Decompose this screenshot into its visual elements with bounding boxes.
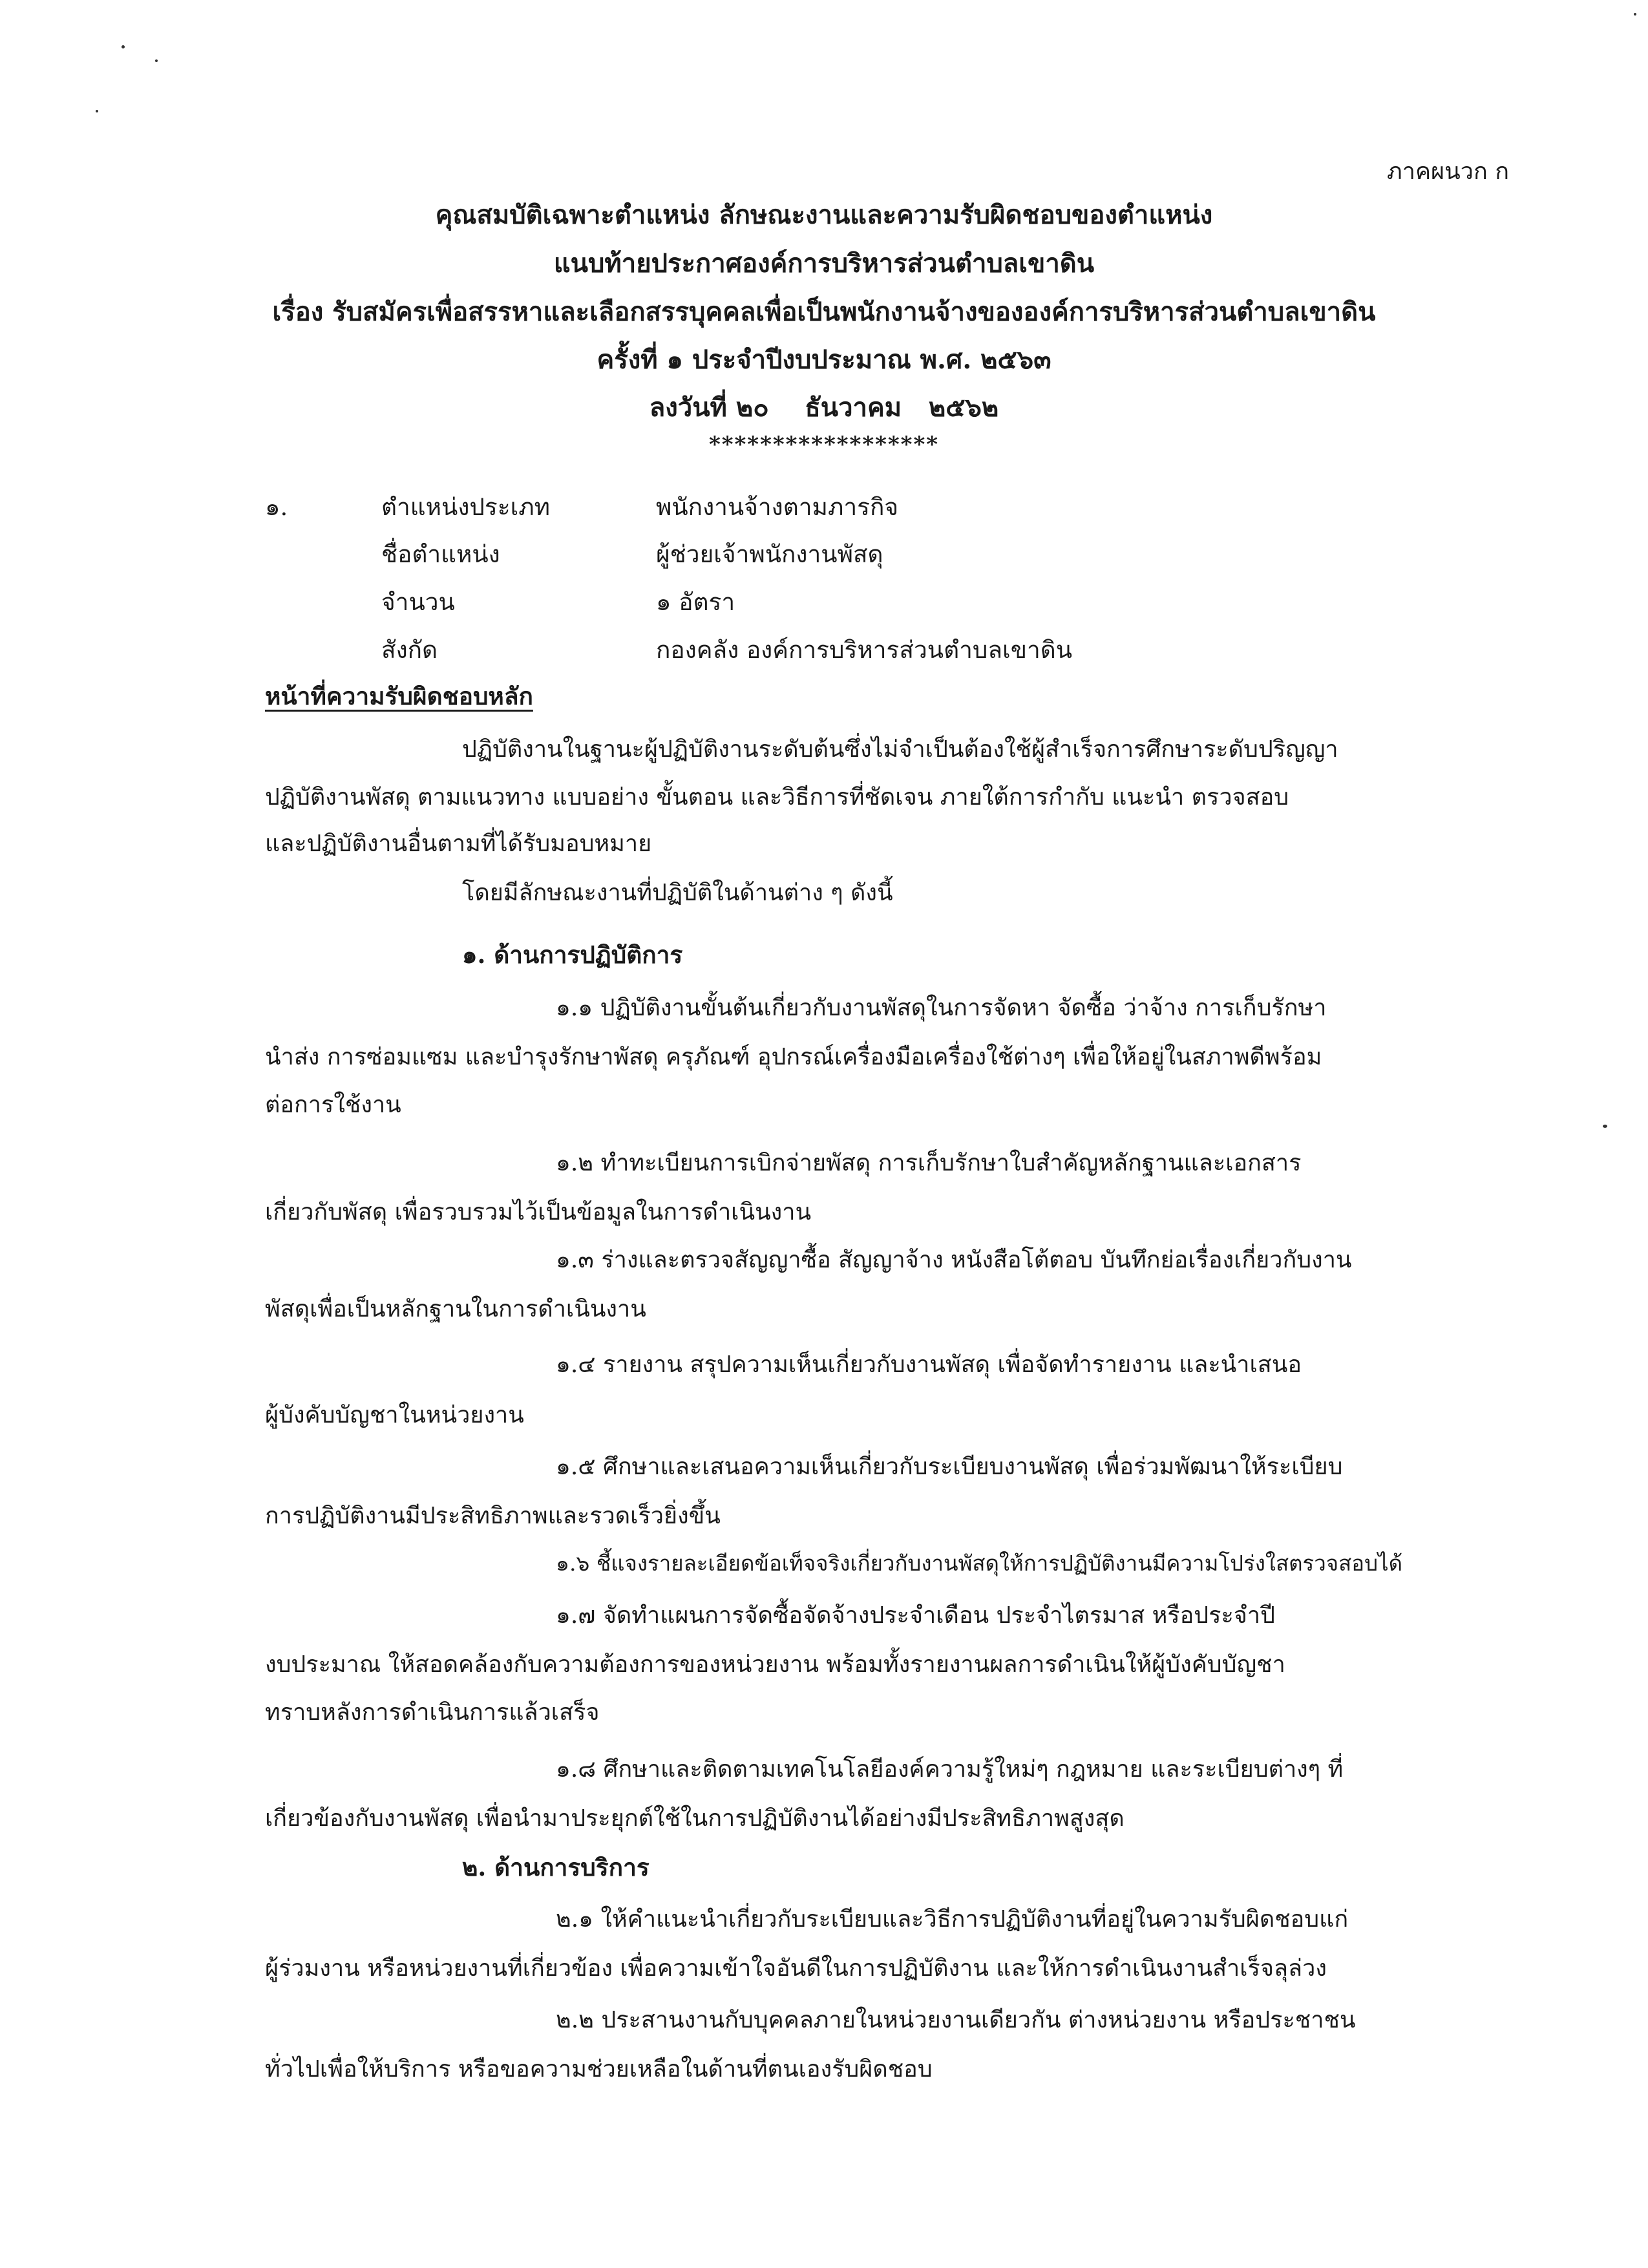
main-duties-heading: หน้าที่ความรับผิดชอบหลัก <box>265 682 533 710</box>
duty-item-1-3: ๑.๓ ร่างและตรวจสัญญาซื้อ สัญญาจ้าง หนังสือโต้ตอบ บันทึกย่อเรื่องเกี่ยวกับงาน <box>556 1247 1352 1273</box>
scan-speck <box>96 110 98 112</box>
duty-item-1-5: ๑.๕ ศึกษาและเสนอความเห็นเกี่ยวกับระเบียบงานพัสดุ เพื่อร่วมพัฒนาให้ระเบียบ <box>556 1454 1343 1480</box>
duty-item-2-1: ผู้ร่วมงาน หรือหน่วยงานที่เกี่ยวข้อง เพื่อความเข้าใจอันดีในการปฏิบัติงาน และให้การดำเนินงานสำเร็จลุล่วง <box>265 1955 1327 1982</box>
scan-speck <box>121 45 125 48</box>
position-count-label: จำนวน <box>381 588 455 616</box>
document-title-line-1: คุณสมบัติเฉพาะตำแหน่ง ลักษณะงานและความรับผิดชอบของตำแหน่ง <box>435 200 1213 230</box>
position-type-value: พนักงานจ้างตามภารกิจ <box>656 493 899 521</box>
duty-item-1-2: เกี่ยวกับพัสดุ เพื่อรวบรวมไว้เป็นข้อมูลในการดำเนินงาน <box>265 1199 812 1225</box>
appendix-label: ภาคผนวก ก <box>1387 158 1509 185</box>
position-name-label: ชื่อตำแหน่ง <box>381 540 500 568</box>
duty-item-1-1: นำส่ง การซ่อมแซม และบำรุงรักษาพัสดุ ครุภัณฑ์ อุปกรณ์เครื่องมือเครื่องใช้ต่างๆ เพื่อให้อยู่ในสภาพดีพร้อม <box>265 1044 1322 1070</box>
document-title-line-4: ครั้งที่ ๑ ประจำปีงบประมาณ พ.ศ. ๒๕๖๓ <box>597 344 1051 375</box>
document-date: ลงวันที่ ๒๐ ธันวาคม ๒๕๖๒ <box>649 392 999 423</box>
position-count-value: ๑ อัตรา <box>656 588 735 616</box>
position-affiliation-label: สังกัด <box>381 636 438 664</box>
intro-line: ปฏิบัติงานพัสดุ ตามแนวทาง แบบอย่าง ขั้นตอน และวิธีการที่ชัดเจน ภายใต้การกำกับ แนะนำ ตรวจสอบ <box>265 784 1289 811</box>
position-affiliation-value: กองคลัง องค์การบริหารส่วนตำบลเขาดิน <box>656 636 1073 664</box>
duty-item-1-2: ๑.๒ ทำทะเบียนการเบิกจ่ายพัสดุ การเก็บรักษาใบสำคัญหลักฐานและเอกสาร <box>556 1150 1302 1176</box>
duty-item-1-8: ๑.๘ ศึกษาและติดตามเทคโนโลยีองค์ความรู้ใหม่ๆ กฎหมาย และระเบียบต่างๆ ที่ <box>556 1756 1344 1783</box>
duty-item-1-7: ทราบหลังการดำเนินการแล้วเสร็จ <box>265 1699 600 1726</box>
duty-item-2-2: ทั่วไปเพื่อให้บริการ หรือขอความช่วยเหลือในด้านที่ตนเองรับผิดชอบ <box>265 2056 933 2083</box>
position-type-label: ตำแหน่งประเภท <box>381 493 551 521</box>
scan-speck <box>155 59 158 62</box>
duty-item-2-1: ๒.๑ ให้คำแนะนำเกี่ยวกับระเบียบและวิธีการปฏิบัติงานที่อยู่ในความรับผิดชอบแก่ <box>556 1906 1349 1933</box>
scan-speck <box>1603 1125 1607 1128</box>
duty-item-1-8: เกี่ยวข้องกับงานพัสดุ เพื่อนำมาประยุกต์ใช้ในการปฏิบัติงานได้อย่างมีประสิทธิภาพสูงสุด <box>265 1805 1125 1832</box>
document-title-line-3: เรื่อง รับสมัครเพื่อสรรหาและเลือกสรรบุคคลเพื่อเป็นพนักงานจ้างขององค์การบริหารส่วนตำบลเขาดิน <box>272 297 1376 327</box>
duty-item-1-7: ๑.๗ จัดทำแผนการจัดซื้อจัดจ้างประจำเดือน ประจำไตรมาส หรือประจำปี <box>556 1602 1275 1629</box>
intro-line: โดยมีลักษณะงานที่ปฏิบัติในด้านต่าง ๆ ดังนี้ <box>462 880 893 906</box>
document-title-line-2: แนบท้ายประกาศองค์การบริหารส่วนตำบลเขาดิน <box>553 248 1095 279</box>
duty-item-1-7: งบประมาณ ให้สอดคล้องกับความต้องการของหน่วยงาน พร้อมทั้งรายงานผลการดำเนินให้ผู้บังคับบัญชา <box>265 1651 1285 1678</box>
duty-item-1-1: ต่อการใช้งาน <box>265 1092 401 1118</box>
position-number: ๑. <box>265 493 288 521</box>
section-service-heading: ๒. ด้านการบริการ <box>462 1853 650 1881</box>
duty-item-1-3: พัสดุเพื่อเป็นหลักฐานในการดำเนินงาน <box>265 1296 646 1322</box>
duty-item-1-6: ๑.๖ ชี้แจงรายละเอียดข้อเท็จจริงเกี่ยวกับงานพัสดุให้การปฏิบัติงานมีความโปร่งใสตรวจสอบได้ <box>556 1551 1403 1576</box>
duty-item-1-4: ๑.๔ รายงาน สรุปความเห็นเกี่ยวกับงานพัสดุ เพื่อจัดทำรายงาน และนำเสนอ <box>556 1351 1302 1378</box>
duty-item-1-1: ๑.๑ ปฏิบัติงานขั้นต้นเกี่ยวกับงานพัสดุในการจัดหา จัดซื้อ ว่าจ้าง การเก็บรักษา <box>556 995 1327 1021</box>
duty-item-1-5: การปฏิบัติงานมีประสิทธิภาพและรวดเร็วยิ่งขึ้น <box>265 1503 721 1529</box>
intro-line: และปฏิบัติงานอื่นตามที่ได้รับมอบหมาย <box>265 831 652 857</box>
intro-line: ปฏิบัติงานในฐานะผู้ปฏิบัติงานระดับต้นซึ่งไม่จำเป็นต้องใช้ผู้สำเร็จการศึกษาระดับปริญญา <box>462 736 1338 763</box>
duty-item-2-2: ๒.๒ ประสานงานกับบุคคลภายในหน่วยงานเดียวกัน ต่างหน่วยงาน หรือประชาชน <box>556 2007 1356 2033</box>
position-name-value: ผู้ช่วยเจ้าพนักงานพัสดุ <box>656 540 883 568</box>
scan-speck <box>1634 13 1636 16</box>
section-operations-heading: ๑. ด้านการปฏิบัติการ <box>462 940 683 969</box>
duty-item-1-4: ผู้บังคับบัญชาในหน่วยงาน <box>265 1402 524 1428</box>
separator-stars: ****************** <box>708 432 940 458</box>
